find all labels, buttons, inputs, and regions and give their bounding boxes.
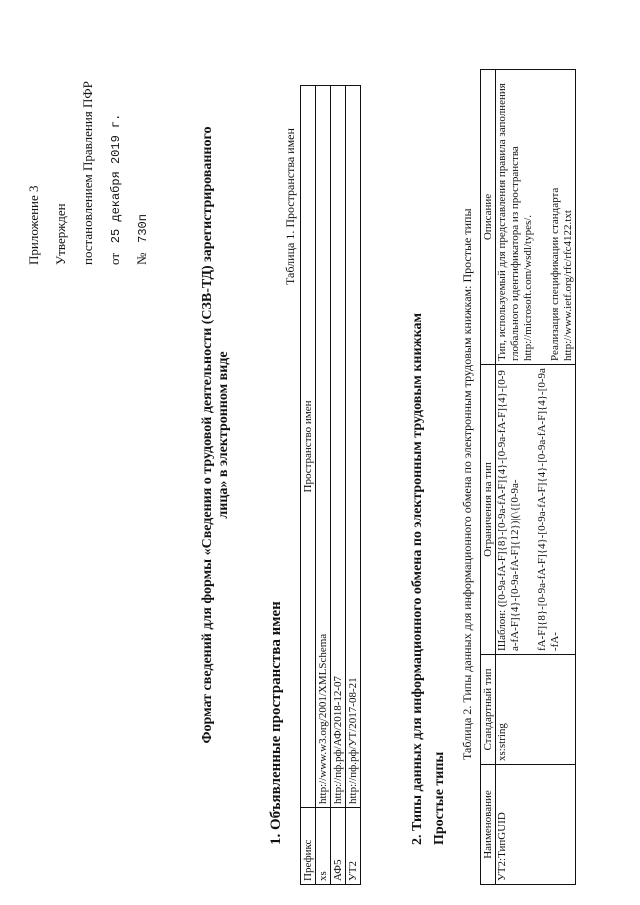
table-row bbox=[331, 86, 346, 885]
simple-types-table bbox=[480, 69, 576, 885]
table1-caption: Таблица 1. Пространства имен bbox=[283, 128, 297, 285]
namespaces-table bbox=[300, 85, 361, 885]
approved-by: постановлением Правления ПФР bbox=[80, 81, 95, 265]
appendix-number: Приложение 3 bbox=[26, 185, 41, 265]
table-header-row bbox=[481, 70, 496, 885]
document-title: Формат сведений для формы «Сведения о трудовой деятельности (СЗВ-ТД) зарегистрированного лица» в электронном виде bbox=[200, 126, 231, 744]
restriction-part-1: Шаблон: ([0-9a-fA-F]{8}-[0-9a-fA-F]{4}-[0-9a-fA-F]{4}-[0-9a-fA-F]{4}-[0-9a-fA-F]{12})|(\{[0-9a- bbox=[496, 370, 521, 651]
table-row bbox=[346, 86, 361, 885]
restriction-part-2: fA-F]{8}-[0-9a-fA-F]{4}-[0-9a-fA-F]{4}-[0-9a-fA-F]{4}-[0-9a-fA- bbox=[536, 368, 561, 651]
approved-label: Утвержден bbox=[53, 203, 68, 265]
column-header: Стандартный тип bbox=[481, 655, 496, 765]
approval-number-line: № 730п bbox=[134, 214, 150, 265]
column-header: Наименование bbox=[481, 765, 496, 885]
restriction-cell bbox=[496, 365, 576, 655]
column-header: Ограничения на тип bbox=[481, 365, 496, 655]
standard-type-cell: xs:string bbox=[496, 655, 576, 765]
table-cell: http://www.w3.org/2001/XMLSchema bbox=[316, 86, 331, 808]
table-cell: xs bbox=[316, 808, 331, 885]
appendix-block bbox=[20, 81, 155, 265]
table-cell: http://пф.рф/АФ/2018-12-07 bbox=[331, 86, 346, 808]
table-cell: http://пф.рф/УТ/2017-08-21 bbox=[346, 86, 361, 808]
approval-date-line: от 25 декабря 2019 г. bbox=[107, 113, 123, 265]
table-row bbox=[316, 86, 331, 885]
table-cell: АФ5 bbox=[331, 808, 346, 885]
description-cell bbox=[496, 70, 576, 365]
section-1-heading: 1. Объявленные пространства имен bbox=[268, 601, 284, 845]
section-2-heading: 2. Типы данных для информационного обмена по электронным трудовым книжкам bbox=[410, 312, 425, 845]
approval-number: 730п bbox=[136, 214, 150, 243]
approval-date: 25 декабря 2019 г. bbox=[109, 113, 123, 244]
column-header: Описание bbox=[481, 70, 496, 365]
column-header: Пространство имен bbox=[301, 86, 316, 808]
description-part-1: Тип, используемый для представления правила заполнения глобального идентификатора из пространства http://microsoft.com/wsdl/types/. bbox=[496, 83, 534, 361]
table2-caption: Таблица 2. Типы данных для информационного обмена по электронным трудовым книжкам: Простые типы bbox=[460, 208, 474, 760]
description-part-2: Реализация спецификации стандарта http://www.ietf.org/rfc/rfc4122.txt bbox=[549, 187, 574, 361]
table-row bbox=[496, 70, 576, 885]
subsection-heading: Простые типы bbox=[432, 751, 447, 845]
type-name-cell: УТ2:ТипGUID bbox=[496, 765, 576, 885]
table-header-row bbox=[301, 86, 316, 885]
column-header: Префикс bbox=[301, 808, 316, 885]
table-cell: УТ2 bbox=[346, 808, 361, 885]
